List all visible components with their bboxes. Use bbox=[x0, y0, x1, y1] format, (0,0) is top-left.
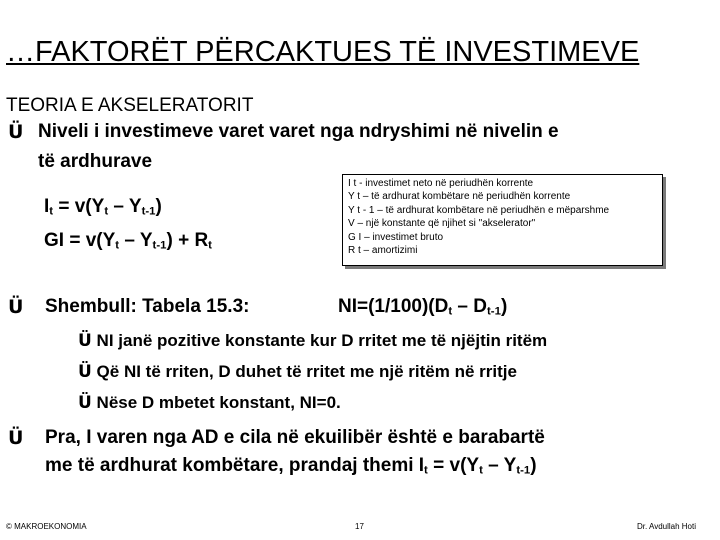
legend-item: R t – amortizimi bbox=[348, 245, 418, 257]
bullet-arrow-icon: Ü bbox=[78, 331, 92, 351]
legend-item: V – një konstante që njihet si "akselerator" bbox=[348, 218, 536, 230]
legend-box bbox=[342, 174, 663, 266]
bullet-arrow-icon: Ü bbox=[8, 427, 24, 449]
formula-net-investment: $I_t = v(Y_t - Y_{t-1})$ bbox=[44, 196, 162, 218]
sub-bullet-2: Ü Që NI të rriten, D duhet të rritet me një ritëm në rritje bbox=[78, 362, 517, 382]
bullet-3-line-2: me të ardhurat kombëtare, prandaj themi $I_t = v(Y_t - Y_{t-1})$ bbox=[45, 455, 537, 477]
bullet-2 bbox=[8, 296, 23, 319]
bullet-1-line-2: të ardhurave bbox=[38, 151, 153, 172]
bullet-arrow-icon: Ü bbox=[8, 121, 24, 143]
legend-item: Y t - 1 – të ardhurat kombëtare në periudhën e mëparshme bbox=[348, 204, 610, 216]
section-heading: TEORIA E AKSELERATORIT bbox=[6, 95, 254, 116]
footer-author: Dr. Avdullah Hoti bbox=[637, 522, 696, 531]
sub-bullet-1: Ü NI janë pozitive konstante kur D rritet me të njëjtin ritëm bbox=[78, 331, 548, 351]
bullet-1 bbox=[8, 121, 23, 144]
sub-bullet-3: Ü Nëse D mbetet konstant, NI=0. bbox=[78, 393, 341, 413]
bullet-3 bbox=[8, 427, 23, 450]
bullet-arrow-icon: Ü bbox=[78, 362, 92, 382]
bullet-2-text: Shembull: Tabela 15.3: bbox=[45, 296, 250, 317]
bullet-arrow-icon: Ü bbox=[8, 296, 24, 318]
bullet-arrow-icon: Ü bbox=[78, 393, 92, 413]
slide-title: …FAKTORËT PËRCAKTUES TË INVESTIMEVE bbox=[6, 36, 640, 68]
formula-gross-investment: GI = $v(Y_t - Y_{t-1}) + R_t$ bbox=[44, 230, 212, 252]
bullet-2-formula: $NI=(1/100)(D_t - D_{t-1})$ bbox=[338, 296, 508, 318]
footer-page-number: 17 bbox=[355, 522, 364, 531]
bullet-3-line-1: Pra, I varen nga AD e cila në ekuilibër është e barabartë bbox=[45, 427, 545, 448]
legend-item: G I – investimet bruto bbox=[348, 231, 444, 243]
legend-item: I t - investimet neto në periudhën korrente bbox=[348, 178, 534, 189]
bullet-1-line-1: Niveli i investimeve varet varet nga ndryshimi në nivelin e bbox=[38, 121, 559, 142]
legend-item: Y t – të ardhurat kombëtare në periudhën korrente bbox=[348, 191, 571, 203]
footer-course: © MAKROEKONOMIA bbox=[6, 522, 87, 531]
